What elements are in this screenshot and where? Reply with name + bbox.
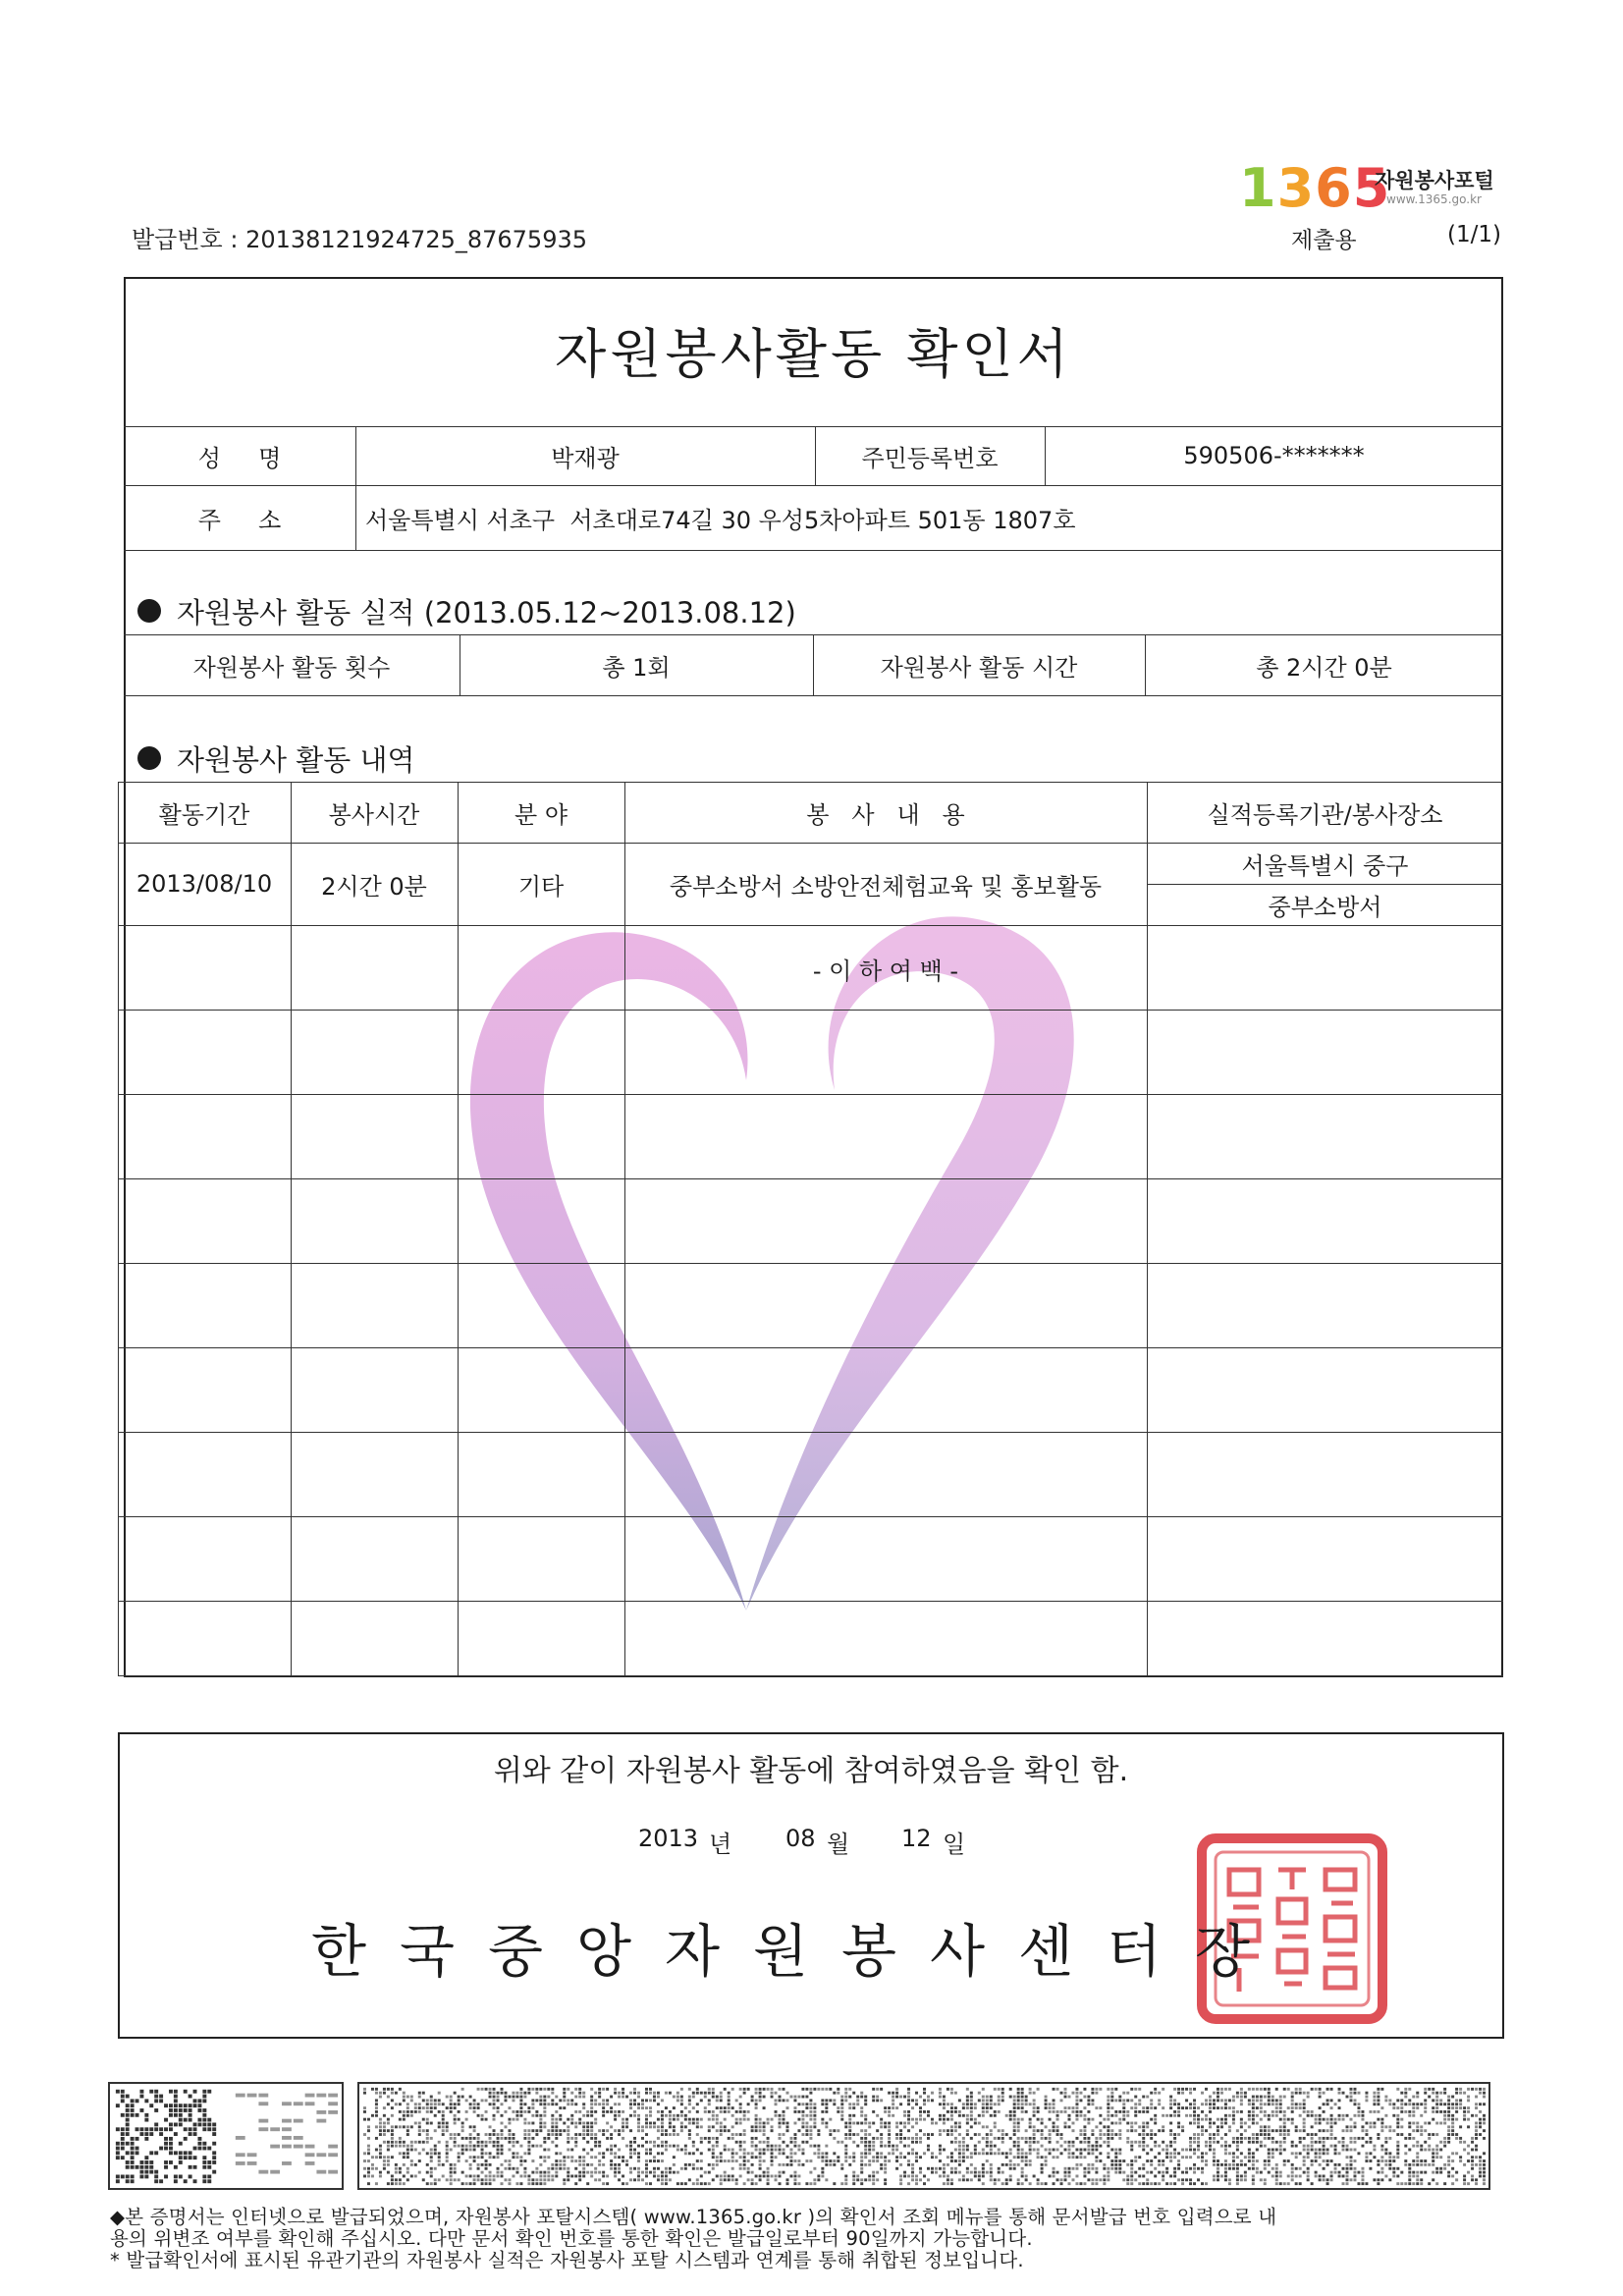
qr-code	[108, 2082, 344, 2190]
table-row-line	[118, 925, 1503, 926]
col-header-date: 활동기간	[158, 800, 250, 829]
row-content: 중부소방서 소방안전체험교육 및 홍보활동	[669, 872, 1103, 901]
note-line-3: * 발급확인서에 표시된 유관기관의 자원봉사 실적은 자원봉사 포탈 시스템과 연계를 통해 취합된 정보입니다.	[110, 2249, 1024, 2271]
hours-value: 총 2시간 0분	[1256, 653, 1392, 682]
date-year-unit: 년	[709, 1831, 732, 1858]
address-value: 서울특별시 서초구 서초대로74길 30 우성5차아파트 501동 1807호	[365, 506, 1076, 534]
col-header-field: 분 야	[514, 800, 568, 829]
table-row-line	[118, 1347, 1503, 1348]
col-header-org: 실적등록기관/봉사장소	[1207, 800, 1443, 829]
name-value: 박재광	[551, 444, 620, 472]
issuer-char: 센	[1017, 1918, 1074, 1985]
issue-number: 발급번호 : 20138121924725_87675935	[132, 226, 588, 253]
date-day: 12	[901, 1825, 932, 1852]
row-date: 2013/08/10	[135, 870, 273, 898]
logo-text: 자원봉사포털	[1375, 169, 1494, 192]
table-row-line	[118, 1675, 1503, 1676]
issuer-char: 한	[310, 1918, 367, 1985]
date-year: 2013	[638, 1825, 699, 1852]
count-label: 자원봉사 활동 횟수	[192, 653, 391, 682]
details-heading-text: 자원봉사 활동 내역	[177, 742, 415, 777]
logo-number: 1365	[1239, 157, 1391, 219]
portal-logo	[1239, 157, 1390, 219]
id-label: 주민등록번호	[861, 444, 999, 472]
table-row-line	[118, 1432, 1503, 1433]
logo-url: www.1365.go.kr	[1386, 192, 1482, 206]
col-header-hours: 봉사시간	[328, 800, 420, 829]
row-place: 중부소방서	[1268, 893, 1382, 921]
summary-heading-text: 자원봉사 활동 실적 (2013.05.12~2013.08.12)	[177, 595, 796, 629]
hours-label: 자원봉사 활동 시간	[880, 653, 1078, 682]
issuer-char: 자	[664, 1918, 721, 1985]
issuer-char: 봉	[840, 1918, 897, 1985]
table-row-line	[118, 1010, 1503, 1011]
submit-label: 제출용	[1291, 228, 1357, 253]
date-day-unit: 일	[943, 1831, 966, 1858]
verification-barcode	[357, 2082, 1490, 2190]
date-month-unit: 월	[827, 1831, 850, 1858]
date-month: 08	[785, 1825, 816, 1852]
issuer-char: 중	[487, 1918, 544, 1985]
row-hours: 2시간 0분	[321, 872, 427, 901]
issuer-char: 국	[399, 1918, 456, 1985]
table-row-line	[118, 1263, 1503, 1264]
document-title: 자원봉사활동 확인서	[555, 323, 1072, 385]
bullet-icon	[137, 599, 161, 623]
note-line-1: ◆본 증명서는 인터넷으로 발급되었으며, 자원봉사 포탈시스템( www.1365.go.kr )의 확인서 조회 메뉴를 통해 문서발급 번호 입력으로 내	[110, 2206, 1277, 2228]
summary-heading	[137, 589, 796, 632]
issuer-char: 앙	[575, 1918, 632, 1985]
issuer-char: 사	[929, 1918, 986, 1985]
table-row-line	[118, 1094, 1503, 1095]
count-value: 총 1회	[602, 653, 671, 682]
col-header-content: 봉 사 내 용	[806, 800, 965, 829]
table-row-line	[118, 1178, 1503, 1179]
page-number: (1/1)	[1447, 222, 1501, 247]
bullet-icon	[137, 746, 161, 770]
issuer-char: 원	[752, 1918, 809, 1985]
details-heading	[137, 737, 415, 780]
table-row-line	[118, 1601, 1503, 1602]
issuer-char: 터	[1106, 1918, 1163, 1985]
id-value: 590506-*******	[1183, 442, 1365, 469]
confirmation-text: 위와 같이 자원봉사 활동에 참여하였음을 확인 함.	[493, 1754, 1129, 1788]
row-org: 서울특별시 중구	[1241, 851, 1409, 880]
address-label: 주 소	[197, 506, 282, 534]
name-label: 성 명	[197, 444, 282, 472]
issuer-name	[295, 1905, 1267, 1988]
table-row-line	[118, 1516, 1503, 1517]
blank-note: - 이 하 여 백 -	[812, 957, 959, 985]
row-field: 기타	[517, 872, 565, 901]
note-line-2: 용의 위변조 여부를 확인해 주십시오. 다만 문서 확인 번호를 통한 확인은 발급일로부터 90일까지 가능합니다.	[110, 2227, 1033, 2250]
issuer-char: 장	[1194, 1918, 1251, 1985]
